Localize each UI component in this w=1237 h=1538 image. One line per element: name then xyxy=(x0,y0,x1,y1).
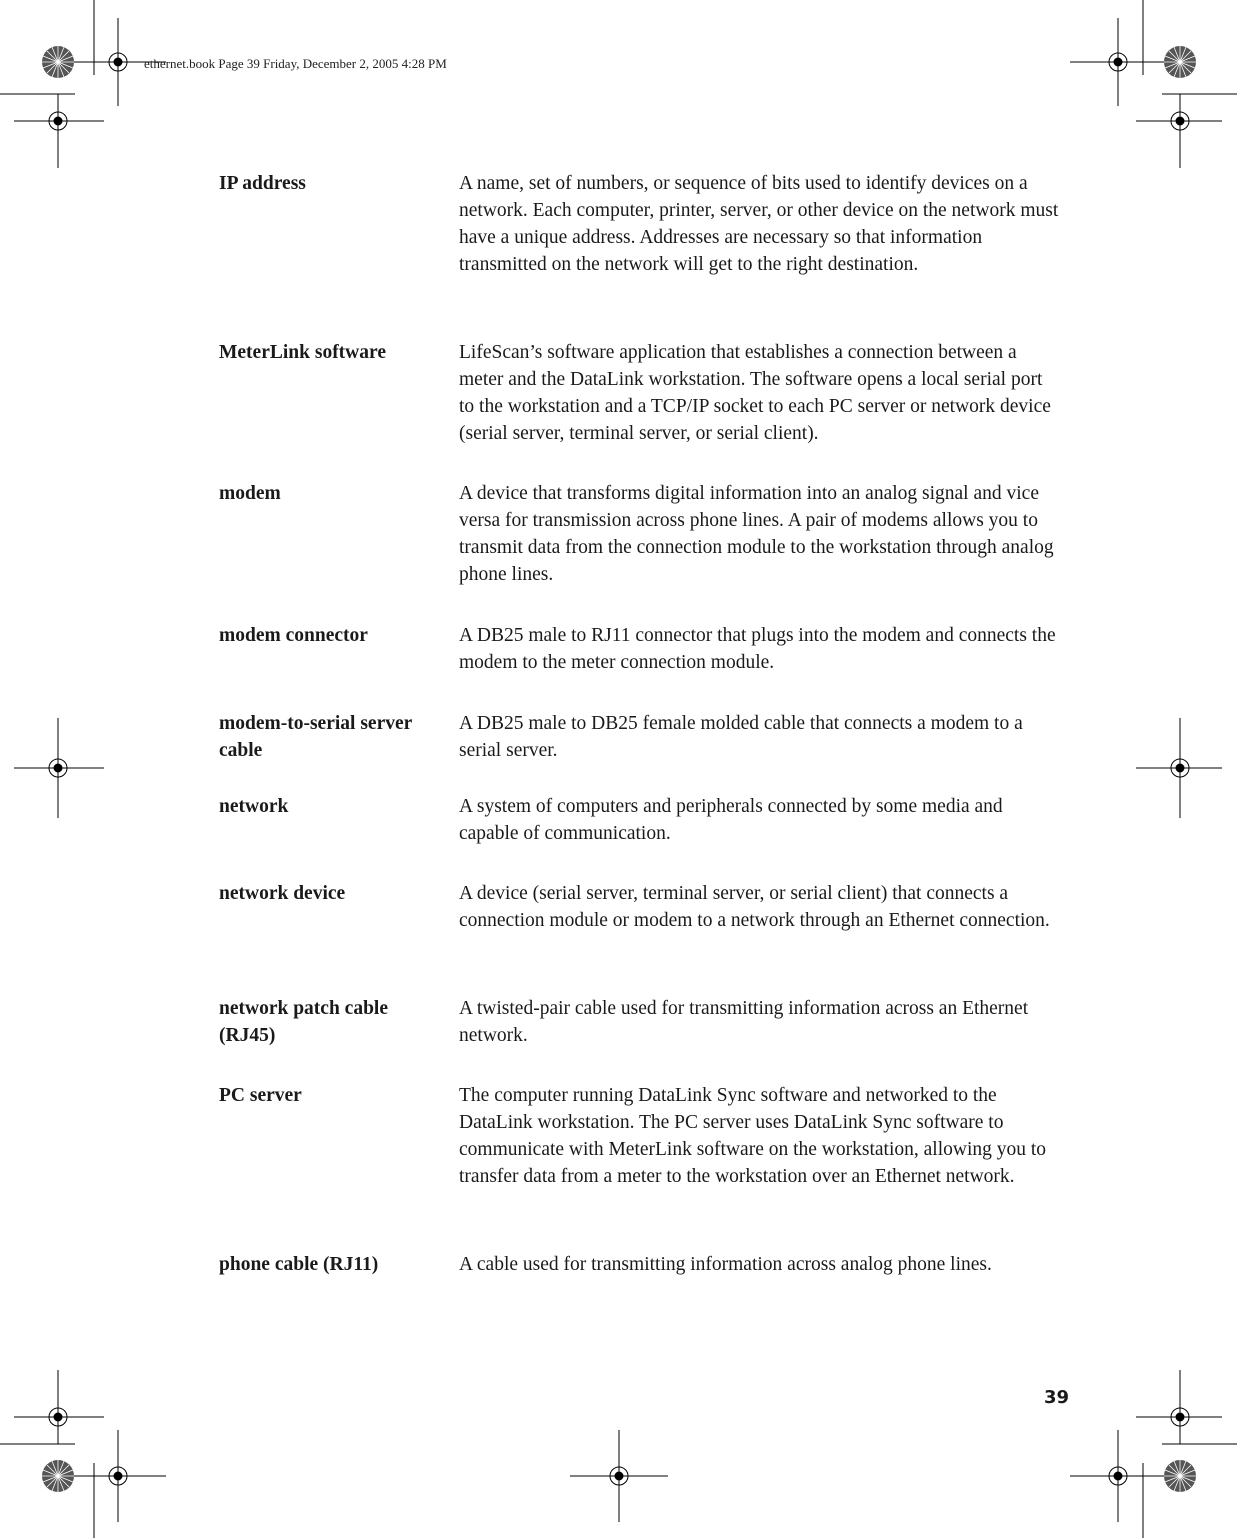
crosshair-icon xyxy=(14,718,104,818)
glossary-definition: The computer running DataLink Sync software and networked to the DataLink workstation. The PC server uses DataLink Sync software to communicate with MeterLink software on the workstation, allowing you to transfer data from a meter to the workstation over an Ethernet network. xyxy=(459,1085,1047,1187)
sunburst-icon xyxy=(42,1460,74,1492)
crosshair-icon xyxy=(1136,718,1222,818)
glossary-term: MeterLink software xyxy=(219,342,386,363)
crosshair-icon xyxy=(570,1430,668,1522)
glossary-term: modem xyxy=(219,483,281,504)
glossary-term: modem connector xyxy=(219,625,368,646)
crosshair-icon xyxy=(1070,1430,1166,1522)
glossary-definition: LifeScan’s software application that establishes a connection between a meter and the DataLink workstation. The software opens a local serial port to the workstation and a TCP/IP socket to each PC server or network device (serial server, terminal server, or serial client). xyxy=(459,342,1051,444)
glossary-definition: A cable used for transmitting information across analog phone lines. xyxy=(459,1254,992,1275)
glossary-definition: A device (serial server, terminal server, or serial client) that connects a connection module or modem to a network through an Ethernet connection. xyxy=(459,883,1050,931)
sunburst-icon xyxy=(42,46,74,78)
crosshair-icon xyxy=(1136,94,1222,168)
page-number: 39 xyxy=(1044,1387,1070,1408)
glossary-definition: A system of computers and peripherals connected by some media and capable of communication. xyxy=(459,796,1003,844)
glossary-term: network device xyxy=(219,883,346,904)
crosshair-icon xyxy=(70,1430,166,1522)
glossary-definition: A DB25 male to DB25 female molded cable that connects a modem to a serial server. xyxy=(459,713,1023,761)
glossary-term: network xyxy=(219,796,289,817)
sunburst-icon xyxy=(1164,46,1196,78)
crosshair-icon xyxy=(1070,18,1166,106)
glossary-definition: A DB25 male to RJ11 connector that plugs into the modem and connects the modem to the meter connection module. xyxy=(459,625,1056,673)
crosshair-icon xyxy=(1136,1370,1222,1444)
glossary-term: PC server xyxy=(219,1085,302,1106)
glossary-definition: A name, set of numbers, or sequence of bits used to identify devices on a network. Each computer, printer, server, or other device on the network must have a unique address. Addresses are necessary so that information transmitted on the network will get to the right destination. xyxy=(459,173,1059,275)
glossary-term: modem-to-serial server cable xyxy=(219,713,412,761)
page-header: ethernet.book Page 39 Friday, December 2, 2005 4:28 PM xyxy=(144,56,447,71)
crosshair-icon xyxy=(14,94,104,168)
crosshair-icon xyxy=(14,1370,104,1444)
glossary-term: IP address xyxy=(219,173,306,194)
glossary-definition: A twisted-pair cable used for transmitting information across an Ethernet network. xyxy=(459,998,1029,1046)
glossary-definition: A device that transforms digital information into an analog signal and vice versa for transmission across phone lines. A pair of modems allows you to transmit data from the connection module to the workstation through analog phone lines. xyxy=(459,483,1054,585)
glossary-term: phone cable (RJ11) xyxy=(219,1254,379,1275)
sunburst-icon xyxy=(1164,1460,1196,1492)
glossary-term: network patch cable (RJ45) xyxy=(219,998,388,1046)
